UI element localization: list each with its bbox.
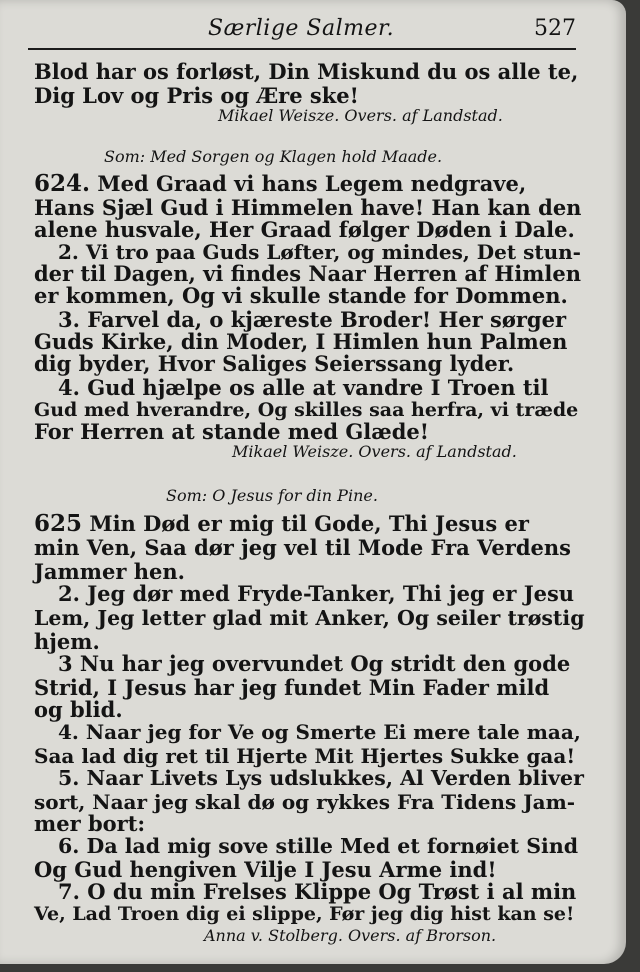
text-line: hjem. [34,629,100,654]
text-line: mer bort: [34,811,146,836]
text-line: 3. Farvel da, o kjæreste Broder! Her sørger [58,307,567,332]
text-line: sort, Naar jeg skal dø og rykkes Fra Tidens Jam- [34,790,576,814]
text-line: Gud med hverandre, Og skilles saa herfra, vi træde [34,399,579,421]
text-line: Dig Lov og Pris og Ære ske! [34,83,359,108]
text-line: og blid. [34,697,123,722]
text-line: 6. Da lad mig sove stille Med et fornøiet Sind [58,834,579,858]
text-line: dig byder, Hvor Saliges Seierssang lyder. [34,351,515,376]
text-line: 3 Nu har jeg overvundet Og stridt den gode [58,651,571,676]
text-line: er kommen, Og vi skulle stande for Dommen. [34,283,568,308]
text-line: 7. O du min Frelses Klippe Og Trøst i al min [58,879,577,904]
text-line: Jammer hen. [34,559,185,584]
text-line: 5. Naar Livets Lys udslukkes, Al Verden bliver [58,766,584,790]
text-line: 4. Gud hjælpe os alle at vandre I Troen til [58,375,549,400]
hymn-attribution: Mikael Weisze. Overs. af Landstad. [232,442,517,461]
hymn-attribution: Mikael Weisze. Overs. af Landstad. [218,106,503,125]
text-line: alene husvale, Her Graad følger Døden i Dale. [34,217,575,242]
text-line: der til Dagen, vi findes Naar Herren af Himlen [34,261,581,286]
text-line: 2. Jeg dør med Fryde-Tanker, Thi jeg er Jesu [58,581,575,606]
text-line: 2. Vi tro paa Guds Løfter, og mindes, Det stun- [58,240,581,264]
hymn-first-word: Med [97,171,149,196]
text-line: Og Gud hengiven Vilje I Jesu Arme ind! [34,857,497,882]
hymn-first-line [34,512,529,536]
tune-indication: Som: Med Sorgen og Klagen hold Maade. [104,147,443,166]
text-line: Blod har os forløst, Din Miskund du os alle te, [34,59,579,84]
page-header [28,14,578,46]
hymn-number: 625 [34,510,83,537]
hymn-number: 624. [34,170,91,197]
hymn-first-word: Min [89,511,136,536]
hymn-line-text: Død er mig til Gode, Thi Jesus er [135,511,529,536]
text-line: For Herren at stande med Glæde! [34,419,430,444]
text-line: 4. Naar jeg for Ve og Smerte Ei mere tale maa, [58,720,581,744]
hymn-line-text: Graad vi hans Legem nedgrave, [148,171,527,196]
text-line: min Ven, Saa dør jeg vel til Mode Fra Verdens [34,535,571,560]
running-title: Særlige Salmer. [208,16,395,41]
tune-indication: Som: O Jesus for din Pine. [166,486,378,505]
text-line: Saa lad dig ret til Hjerte Mit Hjertes Sukke gaa! [34,744,576,768]
hymn-first-line [34,172,526,196]
text-line: Strid, I Jesus har jeg fundet Min Fader mild [34,675,550,700]
hymn-attribution: Anna v. Stolberg. Overs. af Brorson. [204,926,497,945]
text-line: Guds Kirke, din Moder, I Himlen hun Palmen [34,329,568,354]
text-line: Ve, Lad Troen dig ei slippe, Før jeg dig hist kan se! [34,903,575,925]
text-line: Hans Sjæl Gud i Himmelen have! Han kan den [34,195,582,220]
page-number: 527 [534,16,576,41]
header-rule [28,48,576,50]
text-line: Lem, Jeg letter glad mit Anker, Og seiler trøstig [34,606,585,630]
